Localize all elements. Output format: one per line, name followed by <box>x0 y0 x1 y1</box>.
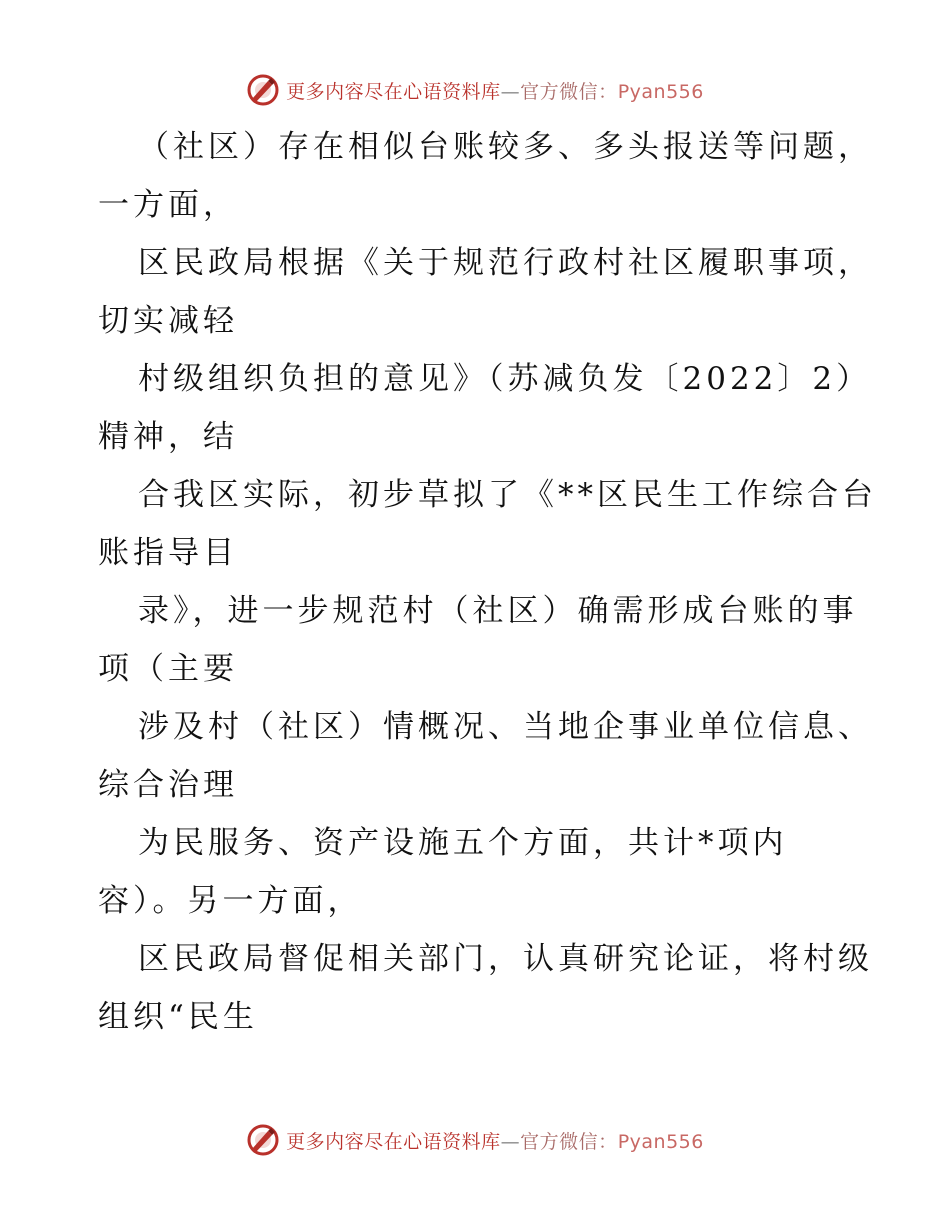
text-line-2-first: 区民政局根据《关于规范行政村社区履职事项， <box>138 245 873 281</box>
text-line-4-second: 账指导目 <box>98 535 238 571</box>
text-line-8-first: 区民政局督促相关部门，认真研究论证，将村级 <box>138 941 873 977</box>
text-line-1-second: 一方面， <box>98 187 238 223</box>
text-line-4-first: 合我区实际，初步草拟了《**区民生工作综合台 <box>138 477 877 513</box>
header-banner <box>0 70 950 110</box>
header-wechat-label: 官方微信： <box>520 80 618 103</box>
text-line-5 <box>98 582 878 698</box>
text-line-8 <box>98 930 878 1046</box>
text-line-2-second: 切实减轻 <box>98 303 238 339</box>
text-line-7-second: 容）。另一方面， <box>98 883 363 919</box>
text-line-6-second: 综合治理 <box>98 767 238 803</box>
pen-circle-logo-icon <box>246 1123 280 1157</box>
header-separator: — <box>500 80 521 103</box>
footer-banner <box>0 1120 950 1160</box>
text-line-8-second: 组织“民生 <box>98 999 258 1035</box>
text-line-7-first: 为民服务、资产设施五个方面，共计*项内 <box>138 825 788 861</box>
header-text <box>286 77 704 104</box>
text-line-5-second: 项（主要 <box>98 651 238 687</box>
header-brand: 更多内容尽在心语资料库 <box>286 80 501 103</box>
text-line-3-second: 精神，结 <box>98 419 238 455</box>
text-line-5-first: 录》，进一步规范村（社区）确需形成台账的事 <box>138 593 858 629</box>
document-body <box>98 118 878 1046</box>
footer-wechat-label: 官方微信： <box>520 1130 618 1153</box>
footer-text <box>286 1127 704 1154</box>
text-line-6 <box>98 698 878 814</box>
pen-circle-logo-icon <box>246 73 280 107</box>
text-line-3-first: 村级组织负担的意见》（苏减负发〔2022〕2） <box>138 361 872 397</box>
text-line-4 <box>98 466 878 582</box>
text-line-6-first: 涉及村（社区）情概况、当地企事业单位信息、 <box>138 709 873 745</box>
text-line-1 <box>98 118 878 234</box>
footer-separator: — <box>500 1130 521 1153</box>
text-line-2 <box>98 234 878 350</box>
text-line-1-first: （社区）存在相似台账较多、多头报送等问题， <box>138 129 873 165</box>
header-wechat-id: Pyan556 <box>617 80 704 103</box>
footer-brand: 更多内容尽在心语资料库 <box>286 1130 501 1153</box>
text-line-7 <box>98 814 878 930</box>
footer-wechat-id: Pyan556 <box>617 1130 704 1153</box>
text-line-3 <box>98 350 878 466</box>
